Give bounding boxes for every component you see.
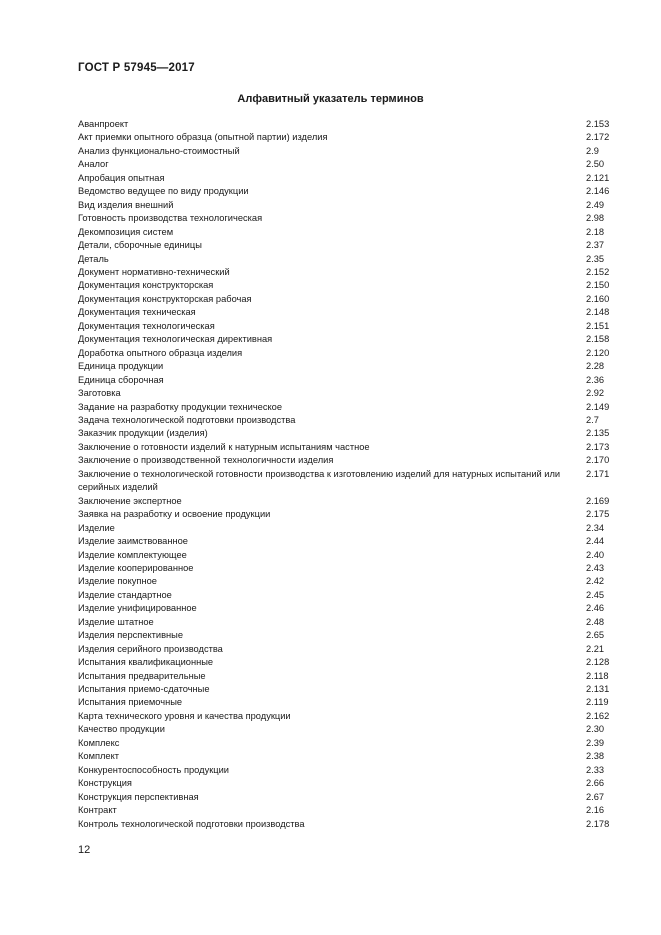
index-ref: 2.153 bbox=[586, 119, 610, 129]
index-ref: 2.131 bbox=[586, 684, 610, 695]
index-entry bbox=[78, 199, 614, 212]
index-term: Испытания квалификационные bbox=[78, 657, 214, 668]
index-entry bbox=[78, 683, 614, 696]
index-entry bbox=[78, 118, 614, 131]
index-term: Аванпроект bbox=[78, 119, 129, 129]
index-term: Документ нормативно-технический bbox=[78, 266, 230, 277]
index-term: Заказчик продукции (изделия) bbox=[78, 428, 208, 439]
index-term: Аналог bbox=[78, 159, 109, 170]
index-ref: 2.118 bbox=[586, 670, 609, 681]
index-ref: 2.30 bbox=[586, 724, 605, 735]
index-entry bbox=[78, 737, 614, 750]
index-ref: 2.146 bbox=[586, 186, 610, 197]
index-entry bbox=[78, 158, 614, 171]
index-entry bbox=[78, 427, 614, 440]
index-entry bbox=[78, 723, 614, 736]
index-entry bbox=[78, 454, 614, 467]
index-term: Комплект bbox=[78, 751, 120, 762]
index-ref: 2.160 bbox=[586, 293, 610, 304]
index-ref: 2.152 bbox=[586, 266, 610, 277]
index-ref: 2.169 bbox=[586, 495, 610, 506]
index-entry bbox=[78, 212, 614, 225]
index-ref: 2.92 bbox=[586, 388, 605, 399]
index-ref: 2.44 bbox=[586, 536, 605, 547]
index-term: Декомпозиция систем bbox=[78, 226, 174, 237]
index-term: Карта технического уровня и качества продукции bbox=[78, 710, 291, 721]
index-entry bbox=[78, 374, 614, 387]
index-term: Задание на разработку продукции техническое bbox=[78, 401, 283, 412]
index-ref: 2.119 bbox=[586, 697, 609, 708]
index-entry bbox=[78, 414, 614, 427]
index-ref: 2.18 bbox=[586, 226, 605, 237]
index-entry bbox=[78, 266, 614, 279]
index-term: Заключение о производственной технологичности изделия bbox=[78, 455, 334, 466]
index-entry bbox=[78, 306, 614, 319]
index-entry bbox=[78, 131, 614, 144]
index-term: Испытания приемочные bbox=[78, 697, 183, 708]
index-term: Заключение о готовности изделий к натурным испытаниям частное bbox=[78, 441, 370, 452]
index-entry bbox=[78, 602, 614, 615]
index-entry bbox=[78, 616, 614, 629]
index-ref: 2.16 bbox=[586, 805, 605, 816]
index-ref: 2.28 bbox=[586, 361, 605, 372]
index-ref: 2.121 bbox=[586, 172, 610, 183]
index-ref: 2.98 bbox=[586, 213, 605, 224]
index-entry bbox=[78, 710, 614, 723]
index-term: Документация технологическая bbox=[78, 320, 215, 331]
index-ref: 2.149 bbox=[586, 401, 610, 412]
index-entry bbox=[78, 522, 614, 535]
index-term: Деталь bbox=[78, 253, 109, 264]
index-ref: 2.173 bbox=[586, 441, 610, 452]
index-ref: 2.7 bbox=[586, 414, 599, 425]
index-term: Конкурентоспособность продукции bbox=[78, 764, 229, 775]
index-term: Изделие штатное bbox=[78, 616, 154, 627]
index-entry bbox=[78, 804, 614, 817]
index-term: Изделие стандартное bbox=[78, 589, 172, 600]
index-ref: 2.46 bbox=[586, 603, 605, 614]
index-entry bbox=[78, 589, 614, 602]
index-entry bbox=[78, 777, 614, 790]
index-entry bbox=[78, 818, 614, 831]
index-term: Анализ функционально-стоимостный bbox=[78, 145, 240, 156]
index-term: Заготовка bbox=[78, 388, 121, 399]
index-ref: 2.162 bbox=[586, 710, 610, 721]
index-ref: 2.42 bbox=[586, 576, 605, 587]
index-term: Заключение экспертное bbox=[78, 495, 182, 506]
index-ref: 2.40 bbox=[586, 549, 605, 560]
index-ref: 2.150 bbox=[586, 280, 610, 291]
index-term: Конструкция перспективная bbox=[78, 791, 199, 802]
index-entry bbox=[78, 226, 614, 239]
index-term: Ведомство ведущее по виду продукции bbox=[78, 186, 249, 197]
index-term: Единица продукции bbox=[78, 361, 164, 372]
index-entry bbox=[78, 643, 614, 656]
index-term: Документация конструкторская bbox=[78, 280, 214, 291]
index-ref: 2.128 bbox=[586, 657, 610, 668]
index-ref: 2.67 bbox=[586, 791, 605, 802]
index-entry bbox=[78, 172, 614, 185]
alphabetical-index bbox=[78, 118, 614, 831]
index-entry bbox=[78, 468, 614, 495]
index-term: Доработка опытного образца изделия bbox=[78, 347, 243, 358]
index-term: Заявка на разработку и освоение продукции bbox=[78, 509, 271, 520]
index-term: Изделие комплектующее bbox=[78, 549, 187, 560]
index-entry bbox=[78, 185, 614, 198]
index-entry bbox=[78, 670, 614, 683]
index-entry bbox=[78, 495, 614, 508]
index-term: Испытания приемо-сдаточные bbox=[78, 684, 210, 695]
index-entry bbox=[78, 549, 614, 562]
index-entry bbox=[78, 791, 614, 804]
index-entry bbox=[78, 279, 614, 292]
index-term: Акт приемки опытного образца (опытной партии) изделия bbox=[78, 132, 328, 143]
index-ref: 2.158 bbox=[586, 334, 610, 345]
index-entry bbox=[78, 441, 614, 454]
index-ref: 2.172 bbox=[586, 132, 610, 143]
index-ref: 2.66 bbox=[586, 778, 605, 789]
index-entry bbox=[78, 629, 614, 642]
index-entry bbox=[78, 508, 614, 521]
index-ref: 2.151 bbox=[586, 320, 610, 331]
index-ref: 2.34 bbox=[586, 522, 605, 533]
index-ref: 2.49 bbox=[586, 199, 605, 210]
index-entry bbox=[78, 253, 614, 266]
index-term: Испытания предварительные bbox=[78, 670, 206, 681]
index-term: Детали, сборочные единицы bbox=[78, 240, 202, 251]
index-term: Документация конструкторская рабочая bbox=[78, 293, 252, 304]
index-ref: 2.39 bbox=[586, 737, 605, 748]
index-term: Апробация опытная bbox=[78, 172, 165, 183]
index-entry bbox=[78, 320, 614, 333]
index-ref: 2.45 bbox=[586, 589, 605, 600]
index-term: Изделие покупное bbox=[78, 576, 157, 587]
index-entry bbox=[78, 347, 614, 360]
index-ref: 2.33 bbox=[586, 764, 605, 775]
index-entry bbox=[78, 696, 614, 709]
index-ref: 2.9 bbox=[586, 145, 599, 156]
index-entry bbox=[78, 562, 614, 575]
index-term: Качество продукции bbox=[78, 724, 165, 735]
index-ref: 2.48 bbox=[586, 616, 605, 627]
index-term: Изделие унифицированное bbox=[78, 603, 197, 614]
index-entry bbox=[78, 535, 614, 548]
index-term: Контроль технологической подготовки производства bbox=[78, 818, 305, 829]
index-ref: 2.178 bbox=[586, 818, 610, 829]
index-ref: 2.120 bbox=[586, 347, 610, 358]
index-ref: 2.35 bbox=[586, 253, 605, 264]
index-title: Алфавитный указатель терминов bbox=[237, 93, 424, 105]
index-term: Документация техническая bbox=[78, 307, 196, 318]
index-term: Изделие кооперированное bbox=[78, 562, 194, 573]
index-ref: 2.38 bbox=[586, 751, 605, 762]
index-entry bbox=[78, 764, 614, 777]
index-term: Единица сборочная bbox=[78, 374, 164, 385]
index-term: Задача технологической подготовки производства bbox=[78, 414, 296, 425]
index-term: Изделия серийного производства bbox=[78, 643, 223, 654]
index-entry bbox=[78, 239, 614, 252]
index-term: Документация технологическая директивная bbox=[78, 334, 273, 345]
index-term: Изделия перспективные bbox=[78, 630, 184, 641]
index-ref: 2.21 bbox=[586, 643, 605, 654]
index-term: Вид изделия внешний bbox=[78, 199, 174, 210]
index-ref: 2.65 bbox=[586, 630, 605, 641]
index-entry bbox=[78, 360, 614, 373]
index-ref: 2.43 bbox=[586, 562, 605, 573]
index-entry bbox=[78, 333, 614, 346]
index-term: Готовность производства технологическая bbox=[78, 213, 263, 224]
index-ref: 2.37 bbox=[586, 240, 605, 251]
page-number: 12 bbox=[78, 844, 91, 856]
index-entry bbox=[78, 656, 614, 669]
index-entry bbox=[78, 387, 614, 400]
index-ref: 2.170 bbox=[586, 455, 610, 466]
index-term: Изделие bbox=[78, 522, 115, 533]
index-term: Заключение о технологической готовности производства к изготовлению изделий для натурных испытаний или серийных изделий bbox=[78, 468, 561, 493]
index-entry bbox=[78, 401, 614, 414]
index-entry bbox=[78, 575, 614, 588]
index-entry bbox=[78, 145, 614, 158]
index-ref: 2.148 bbox=[586, 307, 610, 318]
index-term: Конструкция bbox=[78, 778, 132, 789]
index-ref: 2.135 bbox=[586, 428, 610, 439]
index-term: Изделие заимствованное bbox=[78, 536, 188, 547]
index-term: Контракт bbox=[78, 805, 117, 816]
index-ref: 2.171 bbox=[586, 468, 610, 479]
index-ref: 2.175 bbox=[586, 509, 610, 520]
index-ref: 2.50 bbox=[586, 159, 605, 170]
index-entry bbox=[78, 750, 614, 763]
index-term: Комплекс bbox=[78, 737, 120, 748]
index-ref: 2.36 bbox=[586, 374, 605, 385]
document-code: ГОСТ Р 57945—2017 bbox=[78, 62, 195, 74]
index-entry bbox=[78, 293, 614, 306]
